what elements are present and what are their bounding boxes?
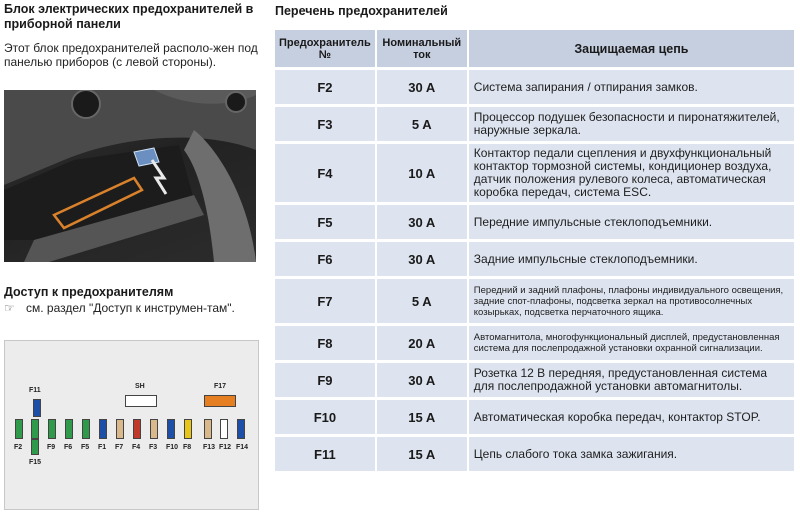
circuit-cell: Контактор педали сцепления и двухфункциональный контактор тормозной системы, кондиционер воздуха, датчик положения рулевого колеса, автоматическая коробка передач, система ESC. bbox=[469, 144, 796, 202]
intro-paragraph: Этот блок предохранителей располо-жен под панелью приборов (с левой стороны). bbox=[4, 41, 258, 69]
left-column bbox=[4, 0, 262, 69]
table-title: Перечень предохранителей bbox=[275, 4, 448, 18]
fuse-slot bbox=[150, 419, 158, 439]
fuse-label-f15: F15 bbox=[29, 459, 42, 466]
circuit-cell: Передние импульсные стеклоподъемники. bbox=[469, 205, 796, 239]
table-row bbox=[275, 107, 796, 141]
fuse-number-cell: F3 bbox=[275, 107, 377, 141]
fuse-number-cell: F9 bbox=[275, 363, 377, 397]
rated-current-cell: 30 A bbox=[377, 205, 469, 239]
fuse-slot bbox=[167, 419, 175, 439]
fuse-slot bbox=[31, 419, 39, 439]
fuse-number-cell: F8 bbox=[275, 326, 377, 360]
table-row bbox=[275, 437, 796, 471]
fuse-slot bbox=[184, 419, 192, 439]
glovebox-photo bbox=[4, 90, 256, 262]
dashboard-illustration bbox=[4, 90, 256, 262]
circuit-cell: Задние импульсные стеклоподъемники. bbox=[469, 242, 796, 276]
fuse-label: F7 bbox=[115, 444, 124, 451]
fuse-slot bbox=[99, 419, 107, 439]
circuit-cell: Розетка 12 В передняя, предустановленная система для послепродажной установки автомагнитолы. bbox=[469, 363, 796, 397]
fuse-label: F10 bbox=[166, 444, 179, 451]
fuse-label: F5 bbox=[81, 444, 90, 451]
rated-current-cell: 30 A bbox=[377, 363, 469, 397]
header-circuit: Защищаемая цепь bbox=[469, 30, 796, 67]
table-row bbox=[275, 400, 796, 434]
fuse-label: F13 bbox=[203, 444, 216, 451]
fuse-top-label: F11 bbox=[29, 387, 41, 394]
fuse-top-label: F17 bbox=[214, 383, 227, 390]
fuse-slot bbox=[133, 419, 141, 439]
rated-current-cell: 15 A bbox=[377, 400, 469, 434]
fuse-slot bbox=[116, 419, 124, 439]
fuse-slot bbox=[204, 419, 212, 439]
fuse-slot bbox=[237, 419, 245, 439]
fuse-label: F12 bbox=[219, 444, 232, 451]
fuse-f11 bbox=[33, 399, 41, 417]
fuse-label: F1 bbox=[98, 444, 107, 451]
fuse-number-cell: F7 bbox=[275, 279, 377, 323]
table-row bbox=[275, 242, 796, 276]
table-row bbox=[275, 70, 796, 104]
access-reference bbox=[4, 302, 260, 315]
fuse-table bbox=[275, 27, 796, 474]
fuse-f15 bbox=[31, 439, 39, 455]
fuse-slot bbox=[48, 419, 56, 439]
shunt-sh bbox=[125, 395, 157, 407]
fuse-number-cell: F6 bbox=[275, 242, 377, 276]
access-title: Доступ к предохранителям bbox=[4, 285, 174, 299]
circuit-cell: Автомагнитола, многофункциональный дисплей, предустановленная система для послепродажной установки охранной сигнализации. bbox=[469, 326, 796, 360]
fuse-label: F14 bbox=[236, 444, 249, 451]
access-reference-text: см. раздел "Доступ к инструмен-там". bbox=[26, 301, 235, 315]
fuse-number-cell: F4 bbox=[275, 144, 377, 202]
circuit-cell: Автоматическая коробка передач, контактор STOP. bbox=[469, 400, 796, 434]
header-fuse-number: Предохранитель № bbox=[275, 30, 377, 67]
fuse-label: F9 bbox=[47, 444, 56, 451]
circuit-cell: Процессор подушек безопасности и пиронатяжителей, наружные зеркала. bbox=[469, 107, 796, 141]
fuse-f17 bbox=[204, 395, 236, 407]
rated-current-cell: 10 A bbox=[377, 144, 469, 202]
fuse-label: F8 bbox=[183, 444, 192, 451]
fuse-number-cell: F5 bbox=[275, 205, 377, 239]
fuse-slot bbox=[82, 419, 90, 439]
table-row bbox=[275, 144, 796, 202]
hand-pointer-icon: ☞ bbox=[4, 301, 15, 315]
circuit-cell: Цепь слабого тока замка зажигания. bbox=[469, 437, 796, 471]
fuse-label: F3 bbox=[149, 444, 158, 451]
table-row bbox=[275, 205, 796, 239]
fuse-label: F6 bbox=[64, 444, 73, 451]
fuse-number-cell: F10 bbox=[275, 400, 377, 434]
circuit-cell: Передний и задний плафоны, плафоны индивидуального освещения, задние спот-плафоны, подсветка зеркал на противосолнечных козырьках, подсветка перчаточного ящика. bbox=[469, 279, 796, 323]
fuse-box-diagram bbox=[4, 340, 259, 510]
fuse-label: F2 bbox=[14, 444, 23, 451]
fuse-slot bbox=[15, 419, 23, 439]
fuse-number-cell: F2 bbox=[275, 70, 377, 104]
rated-current-cell: 20 A bbox=[377, 326, 469, 360]
rated-current-cell: 30 A bbox=[377, 242, 469, 276]
rated-current-cell: 5 A bbox=[377, 107, 469, 141]
fuse-slot bbox=[220, 419, 228, 439]
rated-current-cell: 15 A bbox=[377, 437, 469, 471]
circuit-cell: Система запирания / отпирания замков. bbox=[469, 70, 796, 104]
table-row bbox=[275, 363, 796, 397]
fuse-number-cell: F11 bbox=[275, 437, 377, 471]
section-heading: Блок электрических предохранителей в приборной панели bbox=[4, 2, 254, 31]
rated-current-cell: 5 A bbox=[377, 279, 469, 323]
fuse-label: F4 bbox=[132, 444, 141, 451]
table-row bbox=[275, 326, 796, 360]
fuse-slot bbox=[65, 419, 73, 439]
table-row bbox=[275, 279, 796, 323]
header-rated-current: Номинальный ток bbox=[377, 30, 469, 67]
table-header-row bbox=[275, 30, 796, 67]
rated-current-cell: 30 A bbox=[377, 70, 469, 104]
fuse-top-label: SH bbox=[135, 383, 145, 390]
